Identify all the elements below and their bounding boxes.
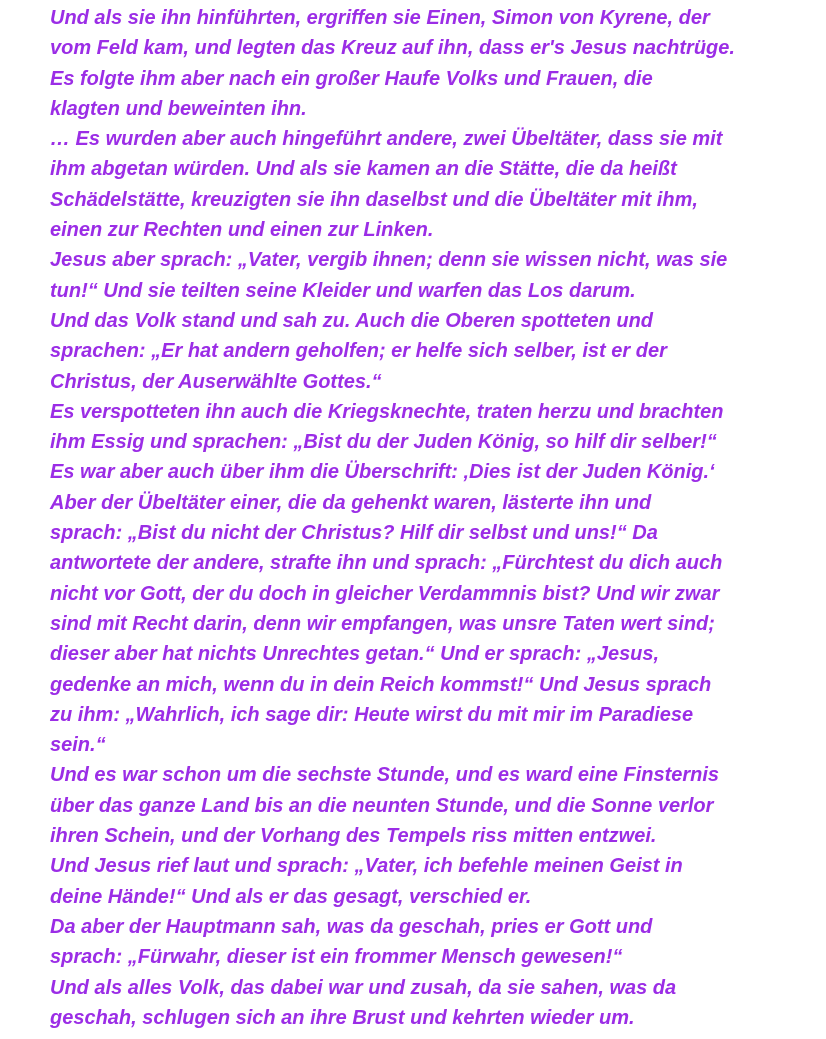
text-line: Da aber der Hauptmann sah, was da geschah, pries er Gott und (50, 915, 653, 938)
text-line: zu ihm: „Wahrlich, ich sage dir: Heute wirst du mit mir im Paradiese (50, 703, 694, 726)
text-line: Und das Volk stand und sah zu. Auch die Oberen spotteten und (50, 309, 654, 332)
text-line: Und es war schon um die sechste Stunde, und es ward eine Finsternis (50, 764, 720, 787)
text-line: … Es wurden aber auch hingeführt andere, zwei Übeltäter, dass sie mit (50, 128, 723, 151)
text-line: gedenke an mich, wenn du in dein Reich kommst!“ Und Jesus sprach (50, 673, 712, 696)
text-line: tun!“ Und sie teilten seine Kleider und warfen das Los darum. (50, 279, 636, 302)
text-line: sprachen: „Er hat andern geholfen; er helfe sich selber, ist er der (50, 340, 667, 363)
text-line: vom Feld kam, und legten das Kreuz auf ihn, dass er's Jesus nachtrüge. (50, 37, 735, 60)
text-line: sein.“ (50, 734, 106, 757)
text-line: nicht vor Gott, der du doch in gleicher Verdammnis bist? Und wir zwar (50, 582, 720, 605)
text-line: einen zur Rechten und einen zur Linken. (50, 219, 434, 242)
text-line: ihm abgetan würden. Und als sie kamen an die Stätte, die da heißt (50, 158, 677, 181)
text-line: deine Hände!“ Und als er das gesagt, verschied er. (50, 885, 532, 908)
text-line: Es verspotteten ihn auch die Kriegsknechte, traten herzu und brachten (50, 400, 724, 423)
text-line: Und Jesus rief laut und sprach: „Vater, ich befehle meinen Geist in (50, 855, 683, 878)
text-line: über das ganze Land bis an die neunten Stunde, und die Sonne verlor (50, 794, 714, 817)
text-line: Christus, der Auserwählte Gottes.“ (50, 370, 382, 393)
text-line: sind mit Recht darin, denn wir empfangen, was unsre Taten wert sind; (50, 612, 715, 635)
text-line: dieser aber hat nichts Unrechtes getan.“ Und er sprach: „Jesus, (50, 643, 660, 666)
text-line: ihm Essig und sprachen: „Bist du der Juden König, so hilf dir selber!“ (50, 431, 717, 454)
text-line: antwortete der andere, strafte ihn und sprach: „Fürchtest du dich auch (50, 552, 723, 575)
text-line: sprach: „Fürwahr, dieser ist ein frommer Mensch gewesen!“ (50, 946, 623, 969)
text-line: Schädelstätte, kreuzigten sie ihn daselbst und die Übeltäter mit ihm, (50, 188, 698, 211)
text-line: geschah, schlugen sich an ihre Brust und kehrten wieder um. (50, 1006, 635, 1029)
text-line: Es war aber auch über ihm die Überschrift: ‚Dies ist der Juden König.‘ (50, 461, 715, 484)
text-line: klagten und beweinten ihn. (50, 97, 307, 120)
text-line: Und als alles Volk, das dabei war und zusah, da sie sahen, was da (50, 976, 677, 999)
text-line: Und als sie ihn hinführten, ergriffen sie Einen, Simon von Kyrene, der (50, 7, 710, 29)
text-line: ihren Schein, und der Vorhang des Tempels riss mitten entzwei. (50, 825, 657, 848)
text-line: sprach: „Bist du nicht der Christus? Hilf dir selbst und uns!“ Da (50, 522, 658, 545)
text-line: Aber der Übeltäter einer, die da gehenkt waren, lästerte ihn und (50, 491, 652, 514)
text-line: Es folgte ihm aber nach ein großer Haufe Volks und Frauen, die (50, 67, 653, 90)
document-text (50, 3, 820, 1033)
text-line: Jesus aber sprach: „Vater, vergib ihnen; denn sie wissen nicht, was sie (50, 249, 728, 272)
